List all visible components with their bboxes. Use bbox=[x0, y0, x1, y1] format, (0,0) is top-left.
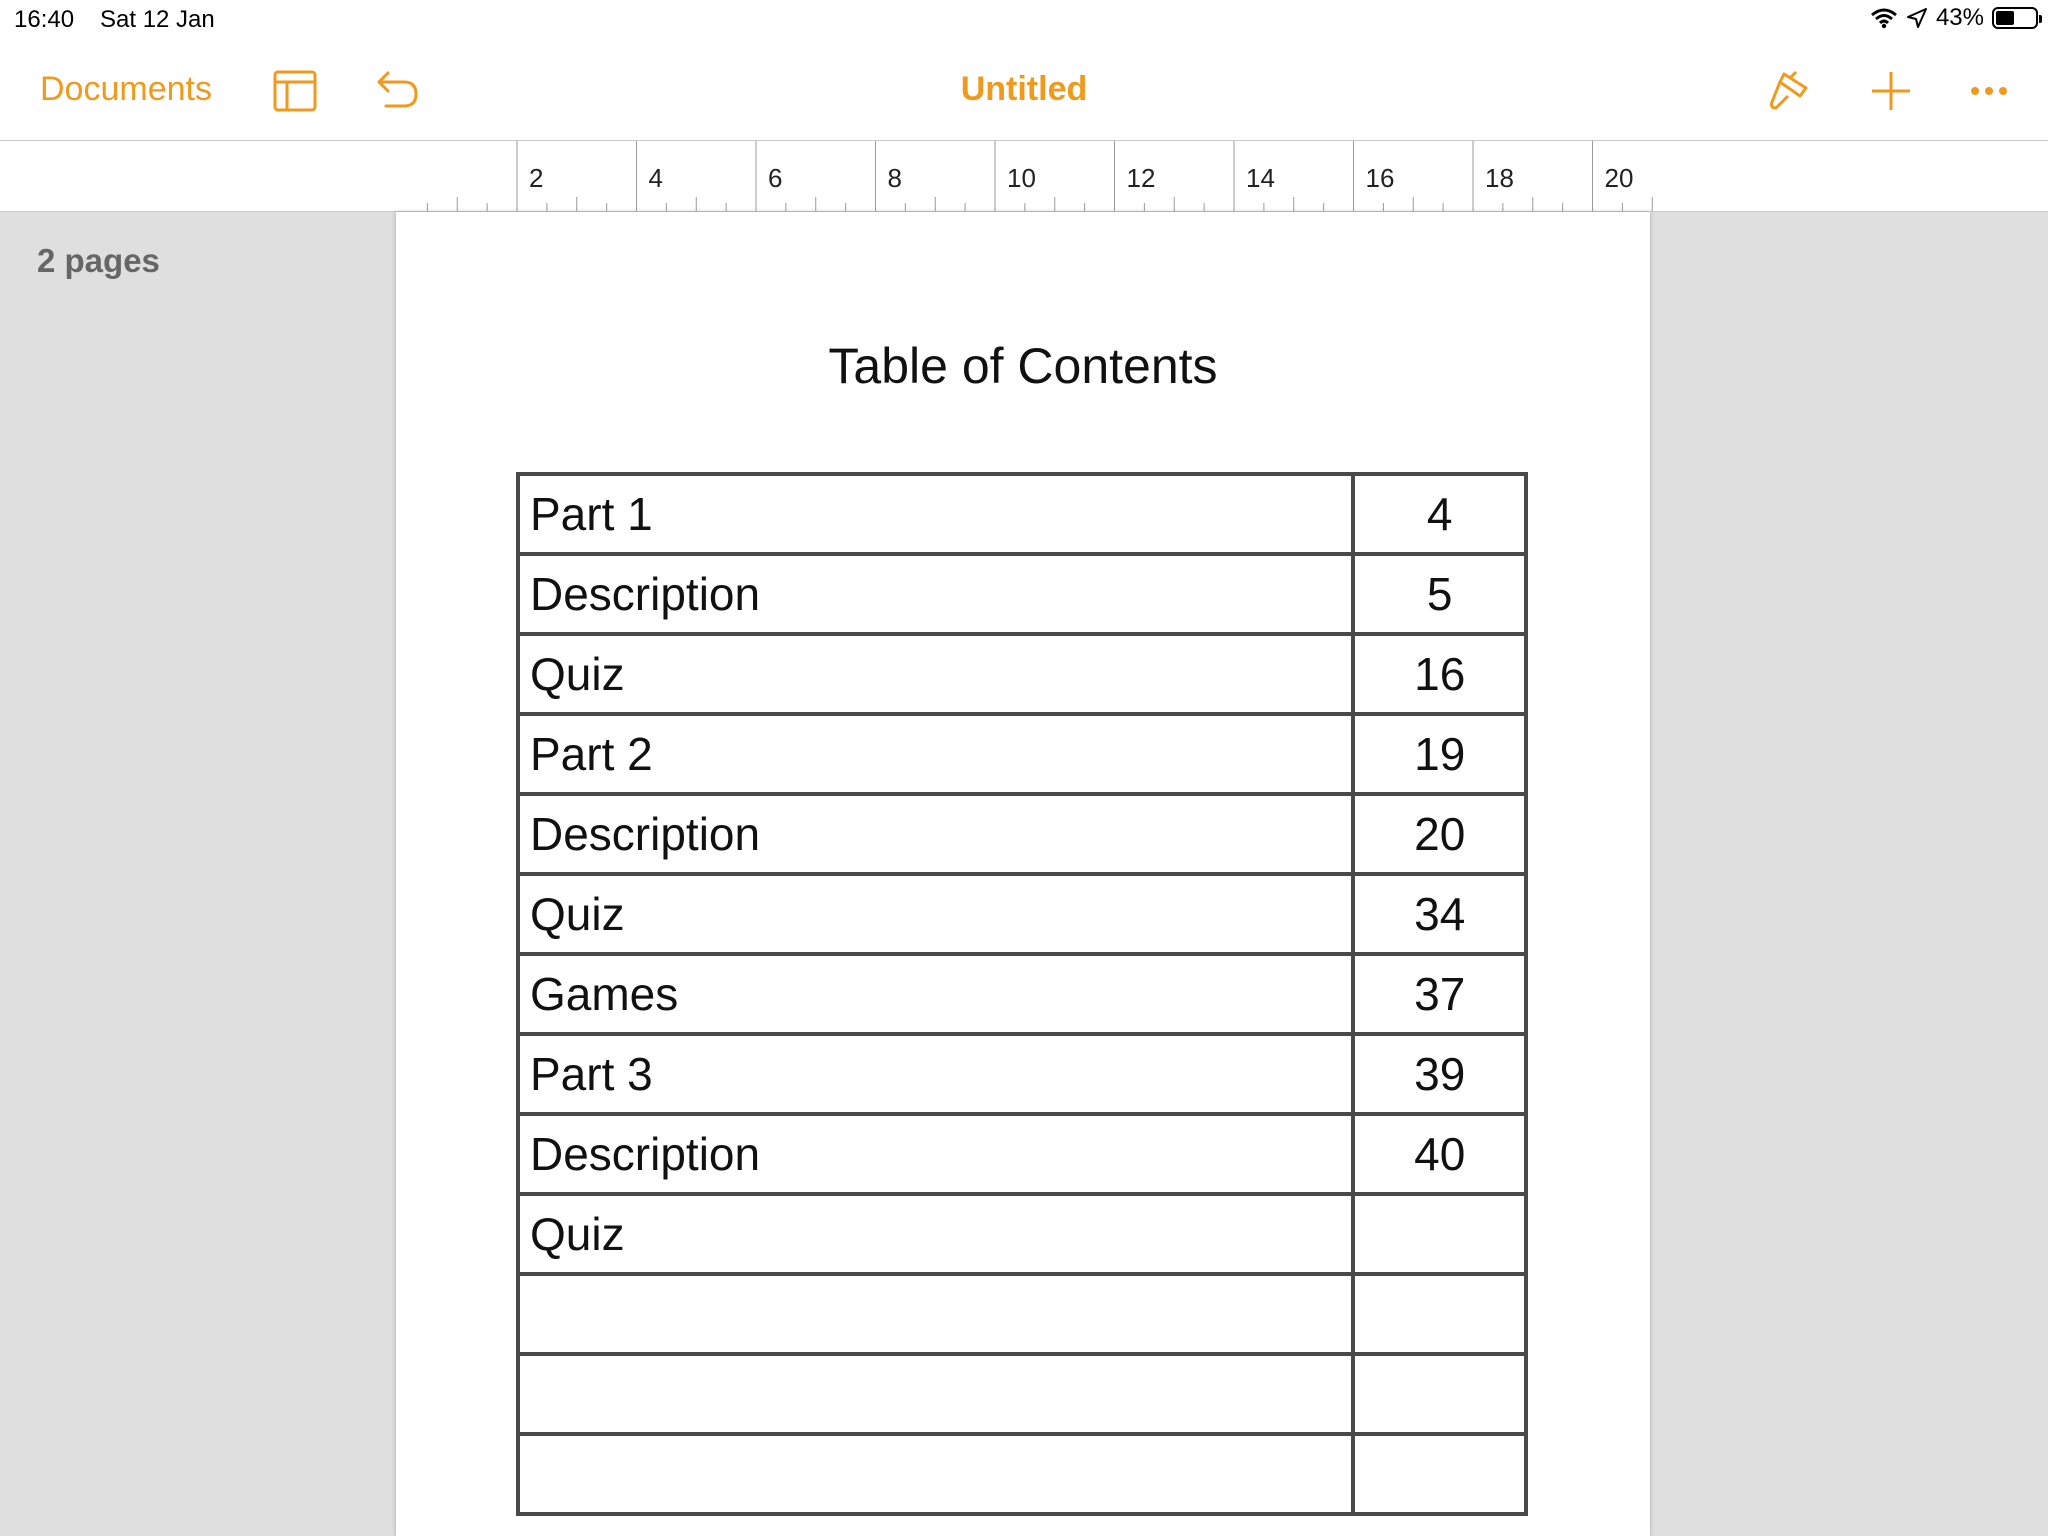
toc-entry-label[interactable] bbox=[518, 1434, 1353, 1514]
table-row bbox=[518, 794, 1526, 874]
toc-entry-label[interactable]: Description bbox=[518, 1114, 1353, 1194]
toc-entry-label[interactable]: Games bbox=[518, 954, 1353, 1034]
undo-icon[interactable] bbox=[374, 68, 420, 114]
ruler-label: 14 bbox=[1246, 163, 1275, 193]
table-row bbox=[518, 1114, 1526, 1194]
toc-entry-page[interactable]: 19 bbox=[1353, 714, 1526, 794]
status-bar bbox=[0, 0, 2048, 40]
document-canvas bbox=[0, 212, 2048, 1536]
format-brush-icon[interactable] bbox=[1766, 68, 1812, 114]
toc-entry-page[interactable]: 40 bbox=[1353, 1114, 1526, 1194]
toc-title[interactable]: Table of Contents bbox=[828, 338, 1218, 394]
toc-table[interactable] bbox=[516, 472, 1528, 1516]
table-row bbox=[518, 1274, 1526, 1354]
status-date: Sat 12 Jan bbox=[100, 6, 215, 33]
table-row bbox=[518, 1194, 1526, 1274]
ruler[interactable] bbox=[0, 141, 2048, 212]
toc-entry-page[interactable]: 16 bbox=[1353, 634, 1526, 714]
ruler-scale bbox=[0, 141, 2048, 211]
toc-entry-label[interactable]: Quiz bbox=[518, 1194, 1353, 1274]
table-row bbox=[518, 1434, 1526, 1514]
table-row bbox=[518, 874, 1526, 954]
view-options-icon[interactable] bbox=[272, 68, 318, 114]
toc-entry-label[interactable]: Part 2 bbox=[518, 714, 1353, 794]
toolbar bbox=[0, 40, 2048, 141]
wifi-icon bbox=[1870, 7, 1898, 29]
toc-entry-label[interactable]: Part 3 bbox=[518, 1034, 1353, 1114]
toc-entry-page[interactable] bbox=[1353, 1354, 1526, 1434]
table-row bbox=[518, 1354, 1526, 1434]
page-count: 2 pages bbox=[37, 242, 160, 279]
table-row bbox=[518, 634, 1526, 714]
ruler-label: 6 bbox=[768, 163, 783, 193]
toc-entry-label[interactable] bbox=[518, 1274, 1353, 1354]
ruler-label: 4 bbox=[648, 163, 663, 193]
ruler-label: 10 bbox=[1007, 163, 1036, 193]
toc-entry-page[interactable]: 37 bbox=[1353, 954, 1526, 1034]
ruler-label: 20 bbox=[1604, 163, 1634, 193]
more-icon[interactable] bbox=[1966, 68, 2012, 114]
status-time: 16:40 bbox=[14, 6, 75, 33]
toc-entry-label[interactable] bbox=[518, 1354, 1353, 1434]
toc-entry-label[interactable]: Description bbox=[518, 554, 1353, 634]
toc-entry-page[interactable]: 39 bbox=[1353, 1034, 1526, 1114]
ruler-label: 2 bbox=[529, 163, 544, 193]
ruler-label: 8 bbox=[887, 163, 902, 193]
ruler-label: 16 bbox=[1365, 163, 1395, 193]
ruler-label: 18 bbox=[1485, 163, 1514, 193]
add-icon[interactable] bbox=[1868, 68, 1914, 114]
document-title: Untitled bbox=[960, 70, 1088, 108]
toc-entry-label[interactable]: Quiz bbox=[518, 874, 1353, 954]
toc-entry-page[interactable] bbox=[1353, 1194, 1526, 1274]
table-row bbox=[518, 554, 1526, 634]
document-page[interactable] bbox=[396, 212, 1650, 1536]
ruler-label: 12 bbox=[1126, 163, 1156, 193]
toc-entry-page[interactable]: 5 bbox=[1353, 554, 1526, 634]
toc-entry-page[interactable]: 4 bbox=[1353, 474, 1526, 554]
table-row bbox=[518, 714, 1526, 794]
toc-entry-label[interactable]: Description bbox=[518, 794, 1353, 874]
documents-button[interactable]: Documents bbox=[40, 70, 212, 108]
table-row bbox=[518, 1034, 1526, 1114]
toc-entry-page[interactable] bbox=[1353, 1434, 1526, 1514]
table-row bbox=[518, 954, 1526, 1034]
toc-entry-label[interactable]: Quiz bbox=[518, 634, 1353, 714]
battery-percent: 43% bbox=[1935, 4, 1984, 31]
toc-entry-page[interactable]: 34 bbox=[1353, 874, 1526, 954]
toc-entry-page[interactable]: 20 bbox=[1353, 794, 1526, 874]
status-right bbox=[1870, 4, 2038, 32]
table-row bbox=[518, 474, 1526, 554]
battery-icon bbox=[1992, 7, 2038, 29]
toc-entry-label[interactable]: Part 1 bbox=[518, 474, 1353, 554]
toc-entry-page[interactable] bbox=[1353, 1274, 1526, 1354]
location-icon bbox=[1906, 7, 1928, 29]
